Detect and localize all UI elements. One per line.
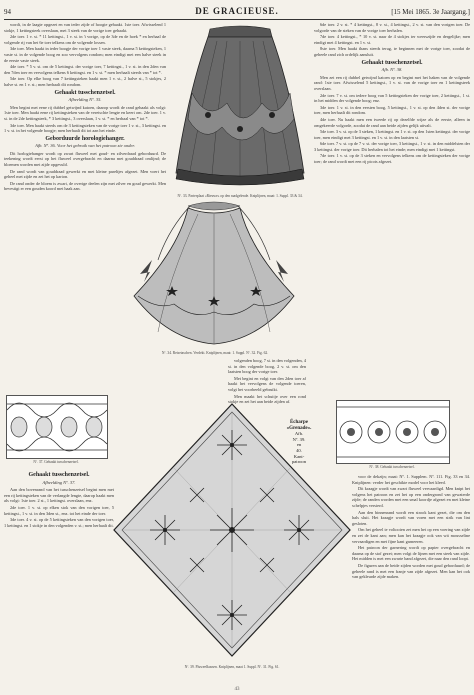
section-heading: Gehaakt tusschenzetsel. <box>28 472 90 478</box>
section-heading: Geborduurde horologiehanger. <box>45 135 125 142</box>
paragraph: De rand onder de bloem is zwart, de overige deelen zijn met zilver en goud gewerkt. Men bevestigt er een gouden koord met haak aan. <box>4 180 166 192</box>
figure-reference: Afbeelding Nº. 37. <box>42 479 76 485</box>
bag-figure <box>128 200 300 348</box>
skirt-caption: Nº. 33. Parterplaat «Rieuwe» op den raadgelende. Kniplijnen, maat: 1. Suppl. 33 & 34. <box>177 194 303 198</box>
paragraph: Aan den bovenrand van het tusschenzetsel begint men met een rij kettingsteken van de verlangde lengte, daarop haakt men als volgt: 1ste toer. 2 st., 1 kettingst. overslaan, enz. <box>4 487 114 504</box>
paragraph: Het patroon der garnering wordt op papier overgebracht en daarna op de stof gezet; men volgt de lijnen met een steek van zijde. Het midden is met een zwarte band afgezet, die naar den rand loopt. <box>352 545 470 562</box>
lace-strip-left <box>6 395 108 459</box>
figure-reference: Afb. Nº. 36. Voor het gebruik van het patroon zie onder. <box>35 143 135 149</box>
paragraph: 3de toer. 4 v. st. op de 5 kettingsteken van den vorigen toer, 1 kettingst. en 1 stokje in den volgenden v. st.; men herhaalt dit. <box>4 517 114 528</box>
cushion-caption: Nº. 39. Fluweelkussen. Kniplijnen, maat 1. Suppl. Nº. 31. Fig. 61. <box>184 665 280 669</box>
skirt-figure <box>172 23 308 193</box>
lace-right-caption: Nº. 38. Gehaakt tusschenzetsel. <box>369 465 415 469</box>
paragraph: 3de toer. Men haakt steeds om de 3 kettingsteken van de vorige toer 1 v. st., 3 kettingst. en 1 v. st. in het volgende boogje; men herhaalt dit tot aan het einde. <box>4 122 166 134</box>
paragraph: Men begint met eene rij dubbel getwijnd katoen, daarop wordt de rand gehaakt als volgt: 1ste toer. Men haakt eene rij kettingsteken van de vereischte lengte en keert om. 2de toer. 1 v. st. in de 2de kettingsteek, * 3 kettingst., 3 overslaan, 1 v. st. * en herhaal van * tot *. <box>4 104 166 121</box>
paragraph: volgenden boog, 7 st. in den volgenden, 4 st. in den volgende boog, 2 v. st. om den laatsten boog der vorige toer. <box>228 358 306 375</box>
right-column-text <box>314 22 470 352</box>
paragraph: 5de toer. Op elke boog van 7 kettingsteken haakt men 1 v. st., 2 halve st., 5 stokjes, 2 halve st. en 1 v. st.; men herhaalt dit rondom. <box>4 76 166 87</box>
paragraph: Dit kraagje wordt van zwart fluweel vervaardigd. Men knipt het volgens het patroon en zet het op een ondergrond van gewaterde zijde; de randen worden met een smal koordje afgezet en met kleine schelpjes versierd. <box>352 486 470 508</box>
scarf-line: Kant- <box>293 453 305 459</box>
scarf-line: patroon <box>291 459 307 465</box>
paragraph: wordt, in de laagte opgezet en van ieder zijde of hoogte gehaakt. 1ste toer. Afwisselend 1 stokje, 1 kettingsteek overslaan, met 3 steek van de vorige toer gehaakt. <box>4 22 166 33</box>
section-heading: Gehaakt tusschenzetsel. <box>361 59 423 66</box>
paragraph: 5de toer. 3 v. st. op de 3 steken, 1 kettingst. en 1 v. st. op den 1sten kettingst. der vorige toer, men eindigt met 3 kettingst. en 1 v. st. in den laatsten st. <box>314 129 470 140</box>
publication-title: DE GRACIEUSE. <box>195 6 279 16</box>
paragraph: 2de toer. 1 v. st. * 11 kettingst., 1 v. st. in 't vorige, op de 3de en de hoek * en herhaal de volgende rij van het 6e toer telkens om de volgende lossen. <box>4 34 166 45</box>
paragraph: 2de toer. 1 v. st. op elken stok van den vorigen toer, 5 kettingst., 1 v. st. in den 3den st., enz. tot het einde der toer. <box>4 504 114 516</box>
header-rule <box>4 19 470 20</box>
paragraph: 3de toer. 1 v. st. in den eersten boog, 5 kettingst., 1 v. st. op den 4den st. der vorige toer, men herhaalt dit rondom. <box>314 104 470 116</box>
paragraph: Om het geheel te voltooien zet men het op een voering van zijde en zet de kant aan; men kan het kraagje ook van wit mousseline vervaardigen en met fijne kant garneeren. <box>352 527 470 544</box>
section-heading: Gehaakt tusschenzetsel. <box>54 89 116 96</box>
paragraph: 6de toer. 2 v. st. * 4 kettingst., 8 v. st., 4 kettingst., 2 v. st. van den vorigen toer. De volgorde van de steken van de vorige toer herhalen. <box>314 22 470 33</box>
lower-left-text <box>4 470 114 670</box>
paragraph: Dit horlogiehanger wordt op zwart fluweel met goud- en zilverdraad geborduurd. De teekening wordt eerst op het fluweel overgebracht en daarna met gouddraad omlijnd; de bloemen worden met zijde opgevuld. <box>4 150 166 168</box>
page-number: 94 <box>4 8 11 16</box>
scarf-line: en <box>296 442 302 448</box>
paragraph: Aan den binnenrand wordt een strook kant gezet, die om den hals sluit. Het kraagje wordt van voren met een strik van lint gesloten. <box>352 509 470 526</box>
paragraph: 3de toer. Men haakt in ieder boogje der vorige toer 1 vaste steek, daarna 5 kettingsteken, 1 vaste st. in de volgende boog en zoo vervolgens rondom; men eindigt met een halve steek in de eerste vaste steek. <box>4 46 166 63</box>
scarf-title: Écharpe «Grenade». <box>286 420 312 431</box>
paragraph: 4de toer. * 5 v. st. om de 5 kettingst. der vorige toer, 7 kettingst., 1 v. st. in den 2den van den 7den toer en vervolgens telkens 6 kettingst. en 1 v. st. * men herhaalt steeds van * tot *. <box>4 64 166 75</box>
paragraph: 6de toer. 7 v. st. op de 7 v. st. der vorige toer, 3 kettingst., 1 v. st. in den middelsten der 3 kettingst. der vorige toer. Dit herhalen tot het einde; men eindigt met 1 kettingst. <box>314 141 470 152</box>
paragraph: voor de dekzijn; maat: Nº. 1. Supplem. Nº. 111. Fig. 33 en 34. Kniplijnen: verder het geschikte model voor het kleed. <box>352 474 470 485</box>
issue-date: [15 Mei 1865. 3e Jaargang.] <box>391 8 470 16</box>
paragraph: Met begint en volgt van den 2den toer af haakt het vervolgens de volgende toeren, volgt het voorbeeld gebruikt. <box>228 375 306 392</box>
paragraph: 7de toer. 1 v. st. op de 3 steken en vervolgens telkens om de kettingsteken der vorige toer; de rand wordt met een rij picots afgezet. <box>314 153 470 165</box>
figure-reference: Afb. Nº. 38. <box>381 67 403 73</box>
scarf-line: Nº. 39. <box>292 436 306 442</box>
paragraph: 7de toer. 4 kettingst., * 10 v. st. naar de 4 stokjes ter weerszijde en dergelijke; men eindigt met 4 kettingst. en 1 v. st. <box>314 34 470 45</box>
paragraph: 8ste toer. Men haakt thans steeds terug, te beginnen met de vorige toer, zoodat de geheele rand zich ordelijk aansluit. <box>314 46 470 57</box>
paragraph: Men maakt het schuitje over een rond stokje en zet het aan beide zijden af. <box>228 393 306 405</box>
embroidered-cushion-figure <box>110 400 354 668</box>
scarf-line: 40. <box>296 447 302 453</box>
paragraph: Men zet een rij dubbel getwijnd katoen op en begint met het haken van de volgende rand: 1ste toer. Afwisselend 5 kettingst., 1 v. st. van de vorige toer en 1 kettingsteek overslaan. <box>314 74 470 91</box>
lower-right-text <box>352 474 470 670</box>
lace-left-caption: Nº. 37. Gehaakt tusschenzetsel. <box>33 460 79 464</box>
paragraph: De rand wordt van gouddraad gewerkt en met kleine pareltjes afgezet. Men voert het geheel met zijde en zet het op karton. <box>4 168 166 180</box>
paragraph: De figuren aan de beide zijden worden met goud geborduurd; de geheele rand is met een franje van zijde afgezet. Men kan het ook van gekleurde zijde maken. <box>352 562 470 580</box>
scarf-line: Afb. <box>294 431 304 437</box>
paragraph: 4de toer. Nu haakt men een tweede rij op dezelfde wijze als de eerste, alleen in omgekeerde volgorde, zoodat de rand aan beide zijden gelijk uitvalt. <box>314 116 470 128</box>
figure-reference: Afbeelding Nº. 35. <box>68 97 102 103</box>
paragraph: 2de toer. 7 v. st. om iedere boog van 5 kettingsteken der vorige toer, 2 kettingst., 1 st. in het midden der volgende boog; enz. <box>314 92 470 104</box>
bag-caption: Nº. 34. Reisetaschen. Verdekt. Kniplijnen, maat: 1. Suppl. Nº. 32. Fig. 62. <box>161 351 269 355</box>
page-footer: 43 <box>234 687 240 692</box>
